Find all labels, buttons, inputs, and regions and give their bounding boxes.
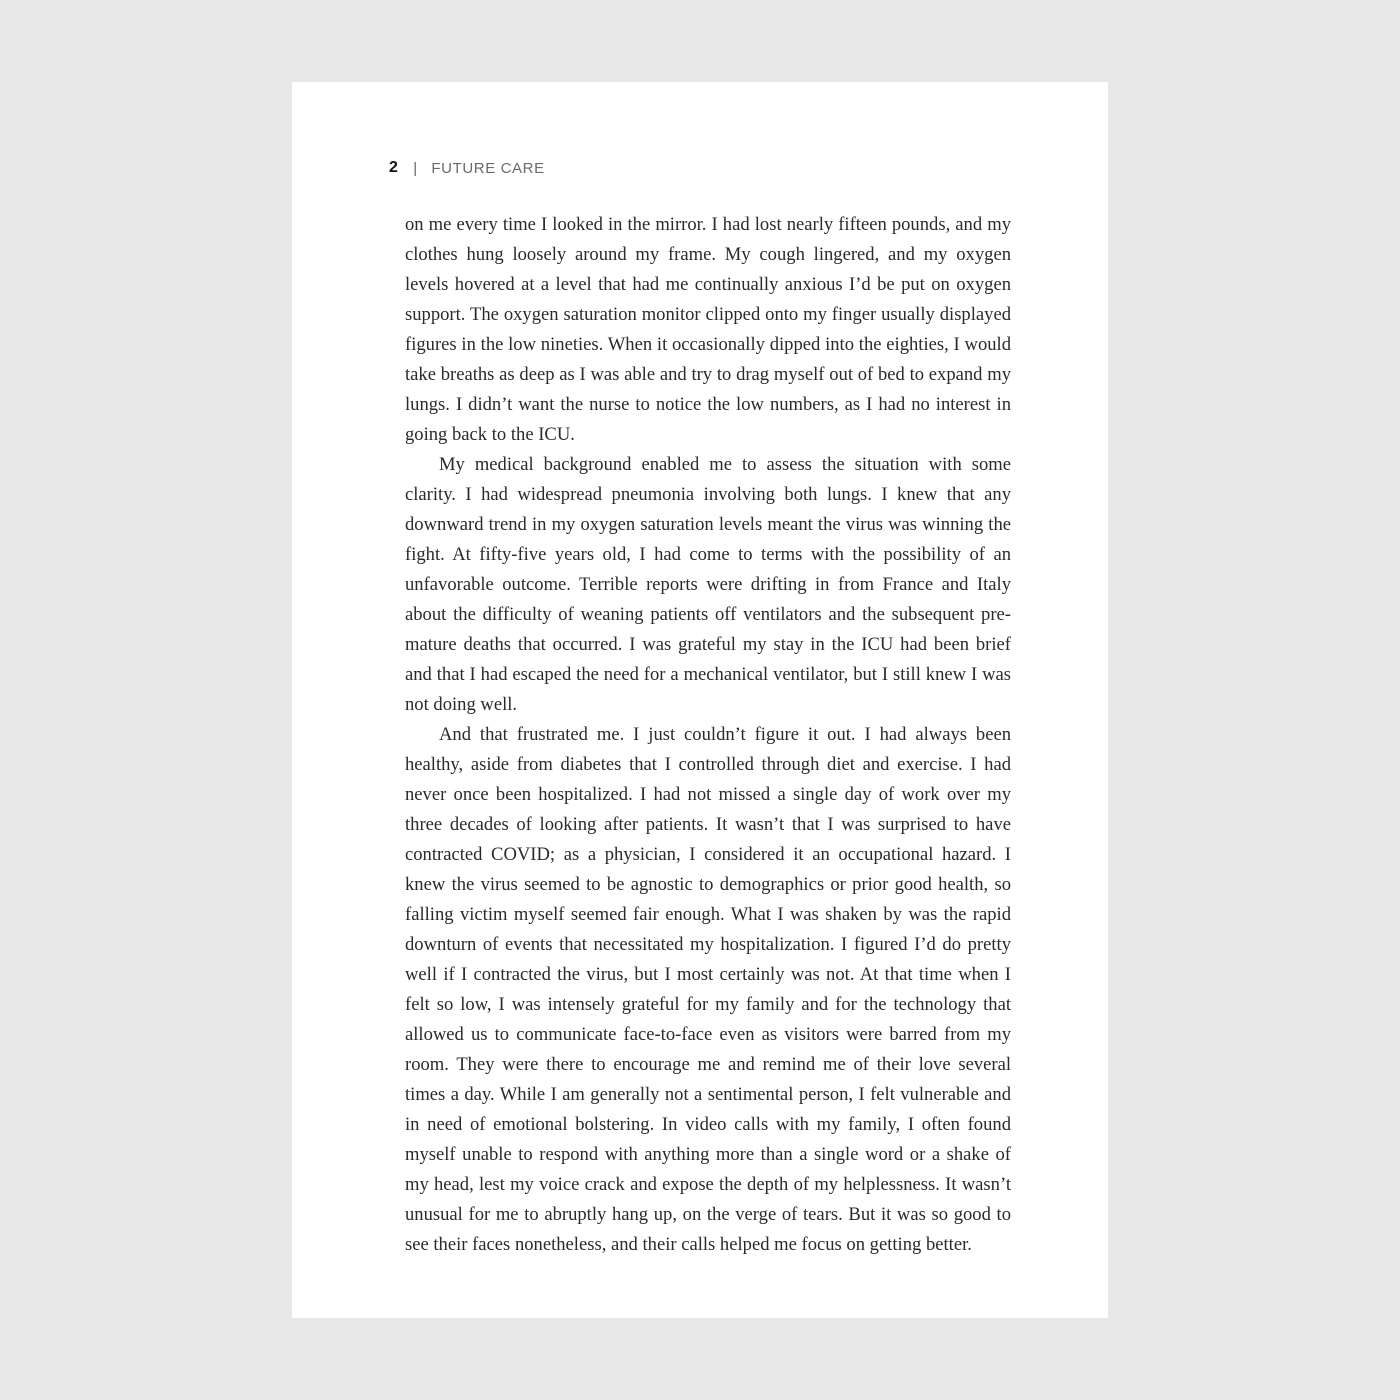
- body-text: [405, 210, 1011, 1260]
- paragraph: And that frustrated me. I just couldn’t figure it out. I had always been healthy, aside from diabetes that I controlled through diet and exercise. I had never once been hospitalized. I had not missed a single day of work over my three decades of looking after patients. It wasn’t that I was surprised to have contracted COVID; as a physician, I considered it an occupational hazard. I knew the virus seemed to be agnostic to demographics or prior good health, so falling victim myself seemed fair enough. What I was shaken by was the rapid downturn of events that necessitated my hospitalization. I figured I’d do pretty well if I contracted the virus, but I most certainly was not. At that time when I felt so low, I was intensely grateful for my family and for the technology that allowed us to communicate face-to-face even as visitors were barred from my room. They were there to encourage me and remind me of their love several times a day. While I am generally not a sentimental person, I felt vulnerable and in need of emotional bolstering. In video calls with my family, I often found myself unable to respond with anything more than a single word or a shake of my head, lest my voice crack and expose the depth of my helplessness. It wasn’t unusual for me to abruptly hang up, on the verge of tears. But it was so good to see their faces nonetheless, and their calls helped me focus on getting better.: [405, 724, 1011, 1255]
- paragraph: My medical background enabled me to assess the situation with some clarity. I had widespread pneumonia involving both lungs. I knew that any downward trend in my oxygen saturation levels meant the virus was winning the fight. At fifty-five years old, I had come to terms with the possibility of an unfavorable outcome. Terrible reports were drifting in from France and Italy about the difficulty of weaning patients off ventilators and the subsequent premature deaths that occurred. I was grateful my stay in the ICU had been brief and that I had escaped the need for a mechanical ventilator, but I still knew I was not doing well.: [405, 454, 1011, 715]
- running-head-title: FUTURE CARE: [431, 159, 545, 177]
- running-head: [389, 158, 545, 178]
- header-separator: |: [413, 159, 418, 177]
- book-page: [292, 82, 1108, 1318]
- page-number: 2: [389, 159, 399, 176]
- paragraph-continued: on me every time I looked in the mirror. I had lost nearly fifteen pounds, and my clothes hung loosely around my frame. My cough lingered, and my oxygen levels hovered at a level that had me continually anxious I’d be put on oxygen support. The oxygen saturation monitor clipped onto my finger usually displayed figures in the low nineties. When it occasionally dipped into the eighties, I would take breaths as deep as I was able and try to drag myself out of bed to expand my lungs. I didn’t want the nurse to notice the low numbers, as I had no interest in going back to the ICU.: [405, 214, 1011, 445]
